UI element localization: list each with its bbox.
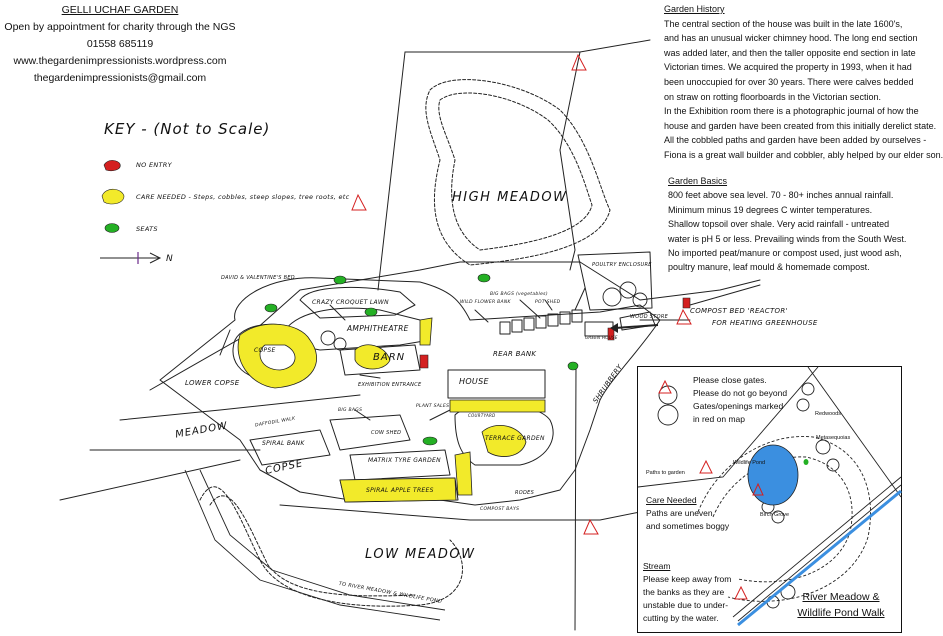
- header-phone: 01558 685119: [86, 38, 154, 50]
- history-line: In the Exhibition room there is a photographic journal of how the: [664, 106, 919, 117]
- label-compost-bed: COMPOST BED 'REACTOR': [690, 307, 788, 315]
- label-big-bags-2: BIG BAGS: [338, 408, 363, 413]
- key-no-entry-swatch: [104, 160, 120, 170]
- label-lower-copse: LOWER COPSE: [185, 379, 240, 387]
- key-seat-swatch: [105, 224, 119, 233]
- label-rear-bank: REAR BANK: [493, 350, 537, 358]
- inset-care-needed: [646, 494, 766, 533]
- inset-notice-line: Please close gates.: [693, 375, 767, 385]
- stream-line: Please keep away from: [643, 574, 732, 584]
- label-amphitheatre: AMPHITHEATRE: [347, 324, 409, 333]
- garden-title: GELLI UCHAF GARDEN: [61, 4, 179, 16]
- label-for-heating: FOR HEATING GREENHOUSE: [712, 319, 818, 327]
- key-no-entry-label: NO ENTRY: [136, 161, 172, 169]
- history-line: All the cobbled paths and garden have been added by ourselves -: [664, 135, 927, 146]
- label-rodes: RODES: [515, 490, 535, 496]
- header-charity-line: Open by appointment for charity through the NGS: [4, 21, 236, 33]
- label-low-meadow: LOW MEADOW: [365, 547, 476, 562]
- label-wildlife-pond: Wildlife Pond: [733, 460, 766, 466]
- label-courtyard: COURTYARD: [468, 413, 496, 418]
- label-daffodil-walk: DAFFODIL WALK: [254, 416, 296, 429]
- label-shrubbery: SHRUBBERY: [591, 363, 625, 405]
- header-website: www.thegardenimpressionists.wordpress.com: [13, 55, 227, 67]
- inset-stream: [643, 560, 763, 625]
- key-title: KEY - (Not to Scale): [104, 120, 271, 138]
- label-wild-flower: WILD FLOWER BANK: [460, 300, 511, 305]
- label-spiral-apple: SPIRAL APPLE TREES: [366, 487, 434, 494]
- history-heading: Garden History: [664, 4, 725, 14]
- history-line: Victorian times. We acquired the property in 1993, when it had: [664, 62, 912, 73]
- label-cow-shed: COW SHED: [371, 430, 402, 436]
- label-metasequoias: Metasequoias: [816, 435, 851, 441]
- label-david-bed: DAVID & VALENTINE'S BED: [221, 275, 295, 281]
- label-exhibition: EXHIBITION ENTRANCE: [358, 382, 422, 388]
- label-matrix-tyre: MATRIX TYRE GARDEN: [368, 457, 441, 464]
- inset-notice-line: Please do not go beyond: [693, 388, 788, 398]
- label-compost-bays: COMPOST BAYS: [480, 507, 520, 512]
- inset-title: [781, 589, 901, 621]
- label-green-house: GREEN HOUSE: [585, 335, 618, 340]
- label-house: HOUSE: [459, 377, 489, 386]
- care-line: and sometimes boggy: [646, 521, 730, 531]
- key-care-label: CARE NEEDED - Steps, cobbles, steep slopes, tree roots, etc: [136, 193, 350, 201]
- history-line: Fiona is a great wall builder and cobbler, ably helped by our elder son.: [664, 149, 943, 160]
- history-line: and has an unusual wicker chimney hood. The long end section: [664, 33, 918, 44]
- inset-notice-line: in red on map: [693, 414, 745, 424]
- basics-line: water is pH 5 or less. Prevailing winds from the South West.: [668, 233, 907, 244]
- label-paths-to-garden: Paths to garden: [646, 470, 685, 476]
- inset-notice: [693, 374, 893, 426]
- history-line: on straw on rotting floorboards in the Victorian section.: [664, 91, 881, 102]
- label-crazy-croquet: CRAZY CROQUET LAWN: [312, 299, 389, 306]
- label-poultry: POULTRY ENCLOSURE: [592, 262, 652, 268]
- history-line: was added later, and then the taller opposite end section in late: [664, 47, 916, 58]
- label-pot-shed: POT SHED: [535, 300, 561, 305]
- label-spiral-bank: SPIRAL BANK: [262, 440, 305, 447]
- label-to-river: TO RIVER MEADOW & WILDLIFE POND: [338, 580, 443, 606]
- history-line: house and garden have been created from this initially derelict state.: [664, 120, 937, 131]
- key-care-swatch: [102, 189, 124, 204]
- inset-title-line1: River Meadow &: [802, 591, 880, 603]
- label-high-meadow: HIGH MEADOW: [452, 190, 568, 205]
- inset-river-meadow-walk: [637, 366, 902, 633]
- care-line: Paths are uneven: [646, 508, 713, 518]
- label-copse-lower: COPSE: [264, 458, 305, 477]
- basics-line: Shallow topsoil over shale. Very acid rainfall - untreated: [668, 219, 890, 230]
- label-birch-grove: Birch Grove: [760, 512, 790, 518]
- key-north-label: N: [166, 254, 174, 264]
- inset-title-line2: Wildlife Pond Walk: [797, 607, 885, 619]
- care-heading: Care Needed: [646, 495, 697, 505]
- inset-notice-line: Gates/openings marked: [693, 401, 784, 411]
- key-north-arrow: [100, 252, 160, 264]
- stream-line: the banks as they are: [643, 587, 725, 597]
- label-redwoods: Redwoods: [815, 411, 841, 417]
- header-email: thegardenimpressionists@gmail.com: [33, 72, 207, 84]
- history-line: The central section of the house was built in the late 1600's,: [664, 18, 903, 29]
- stream-line: cutting by the water.: [643, 613, 719, 623]
- label-barn: BARN: [373, 352, 406, 363]
- basics-line: 800 feet above sea level. 70 - 80+ inches annual rainfall.: [668, 190, 894, 201]
- history-line: been unoccupied for over 30 years. There were calves bedded: [664, 76, 914, 87]
- key-seats-label: SEATS: [136, 225, 158, 233]
- label-big-bags: BIG BAGS (vegetables): [490, 292, 548, 297]
- label-wood-store: WOOD STORE: [630, 314, 669, 320]
- basics-line: No imported peat/manure or compost used, just wood ash,: [668, 248, 902, 259]
- label-terrace-garden: TERRACE GARDEN: [485, 435, 545, 442]
- stream-line: unstable due to under-: [643, 600, 729, 610]
- stream-heading: Stream: [643, 561, 671, 571]
- basics-line: poultry manure, leaf mould & homemade compost.: [668, 262, 870, 273]
- basics-heading: Garden Basics: [668, 176, 728, 186]
- label-plant-sales: PLANT SALES: [416, 404, 450, 409]
- basics-line: Minimum minus 19 degrees C winter temperatures.: [668, 204, 873, 215]
- label-copse: COPSE: [254, 347, 276, 354]
- label-meadow: MEADOW: [174, 420, 229, 441]
